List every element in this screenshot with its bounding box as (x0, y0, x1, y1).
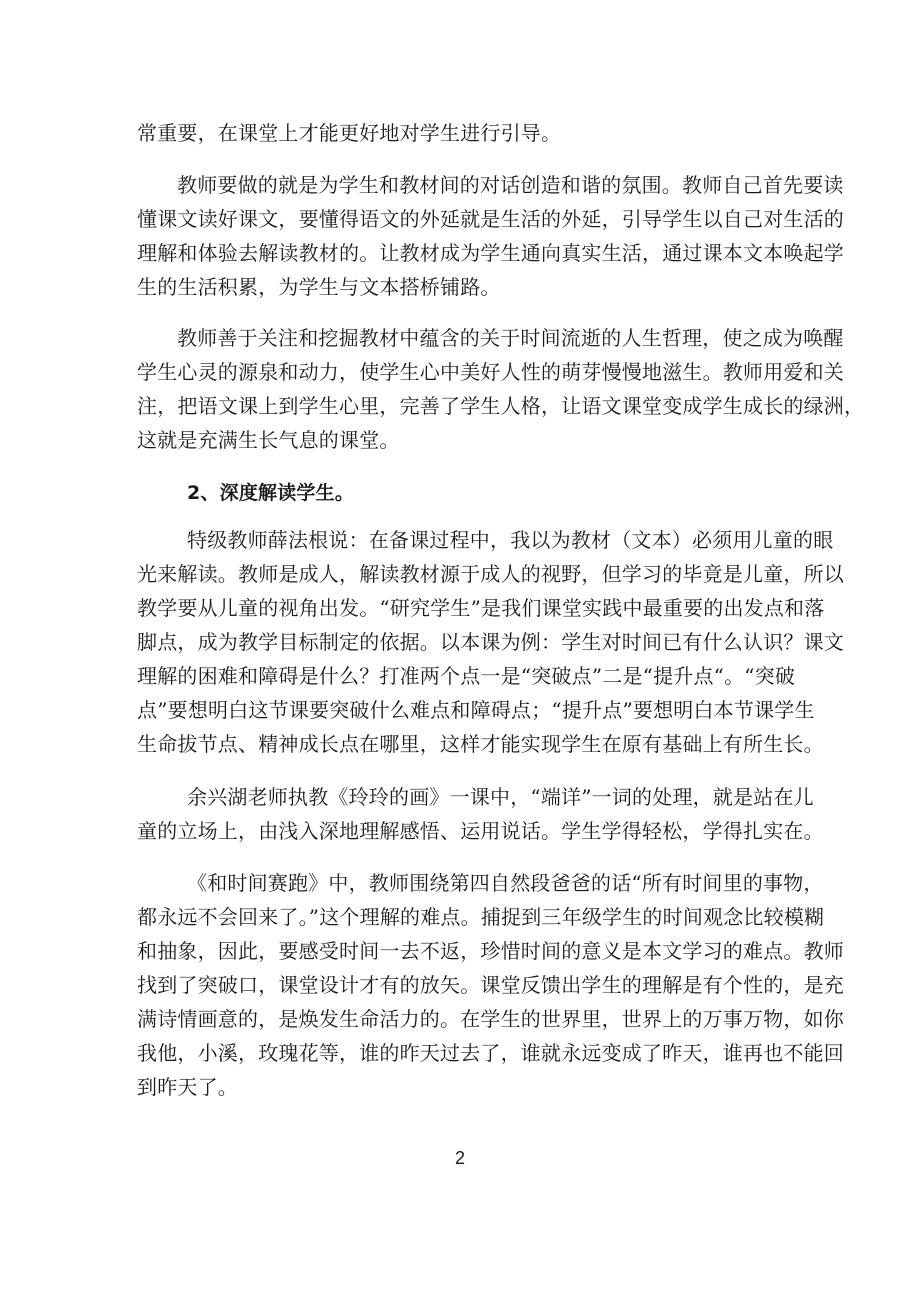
text-line: 满诗情画意的，是焕发生命活力的。在学生的世界里，世界上的万事万物，如你 (137, 1007, 844, 1031)
text-line: 和抽象，因此，要感受时间一去不返，珍惜时间的意义是本文学习的难点。教师 (137, 939, 844, 963)
text-line: 理解的困难和障碍是什么？打准两个点一是“突破点”二是“提升点“。“突破 (137, 664, 796, 688)
text-line: 我他，小溪，玫瑰花等，谁的昨天过去了，谁就永远变成了昨天，谁再也不能回 (137, 1041, 844, 1065)
text-line: 余兴湖老师执教《玲玲的画》一课中，“端详”一词的处理，就是站在儿 (187, 785, 814, 809)
text-line: 教师要做的就是为学生和教材间的对话创造和谐的氛围。教师自己首先要读 (177, 173, 844, 197)
text-line: 都永远不会回来了。”这个理解的难点。捕捉到三年级学生的时间观念比较模糊 (137, 905, 825, 929)
text-line: 童的立场上，由浅入深地理解感悟、运用说话。学生学得轻松，学得扎实在。 (137, 819, 824, 843)
section-heading: 2、深度解读学生。 (187, 482, 355, 504)
text-line: 生的生活积累，为学生与文本搭桥铺路。 (137, 275, 501, 299)
text-line: 教师善于关注和挖掘教材中蕴含的关于时间流逝的人生哲理，使之成为唤醒 (177, 326, 844, 350)
text-line: 《和时间赛跑》中，教师围绕第四自然段爸爸的话“所有时间里的事物， (187, 871, 824, 895)
text-line: 找到了突破口，课堂设计才有的放矢。课堂反馈出学生的理解是有个性的，是充 (137, 973, 844, 997)
text-line: 光来解读。教师是成人，解读教材源于成人的视野，但学习的毕竟是儿童，所以 (137, 562, 844, 586)
page-number: 2 (454, 1148, 465, 1168)
text-line: 理解和体验去解读教材的。让教材成为学生通向真实生活，通过课本文本唤起学 (137, 241, 844, 265)
text-line: 特级教师薛法根说：在备课过程中，我以为教材（文本）必须用儿童的眼 (187, 528, 834, 552)
text-line: 脚点，成为教学目标制定的依据。以本课为例：学生对时间已有什么认识？课文 (137, 630, 844, 654)
text-line: 学生心灵的源泉和动力，使学生心中美好人性的萌芽慢慢地滋生。教师用爱和关 (137, 360, 844, 384)
text-line: 这就是充满生长气息的课堂。 (137, 428, 400, 452)
text-line: 常重要，在课堂上才能更好地对学生进行引导。 (137, 121, 562, 145)
text-line: 到昨天了。 (137, 1075, 238, 1099)
text-line: 生命拔节点、精神成长点在哪里，这样才能实现学生在原有基础上有所生长。 (137, 732, 824, 756)
text-line: 教学要从儿童的视角出发。“研究学生”是我们课堂实践中最重要的出发点和落 (137, 596, 825, 620)
text-line: 注，把语文课上到学生心里，完善了学生人格，让语文课堂变成学生成长的绿洲， (137, 394, 865, 418)
text-line: 懂课文读好课文，要懂得语文的外延就是生活的外延，引导学生以自己对生活的 (137, 207, 844, 231)
text-line: 点”要想明白这节课要突破什么难点和障碍点；“提升点”要想明白本节课学生 (137, 698, 815, 722)
